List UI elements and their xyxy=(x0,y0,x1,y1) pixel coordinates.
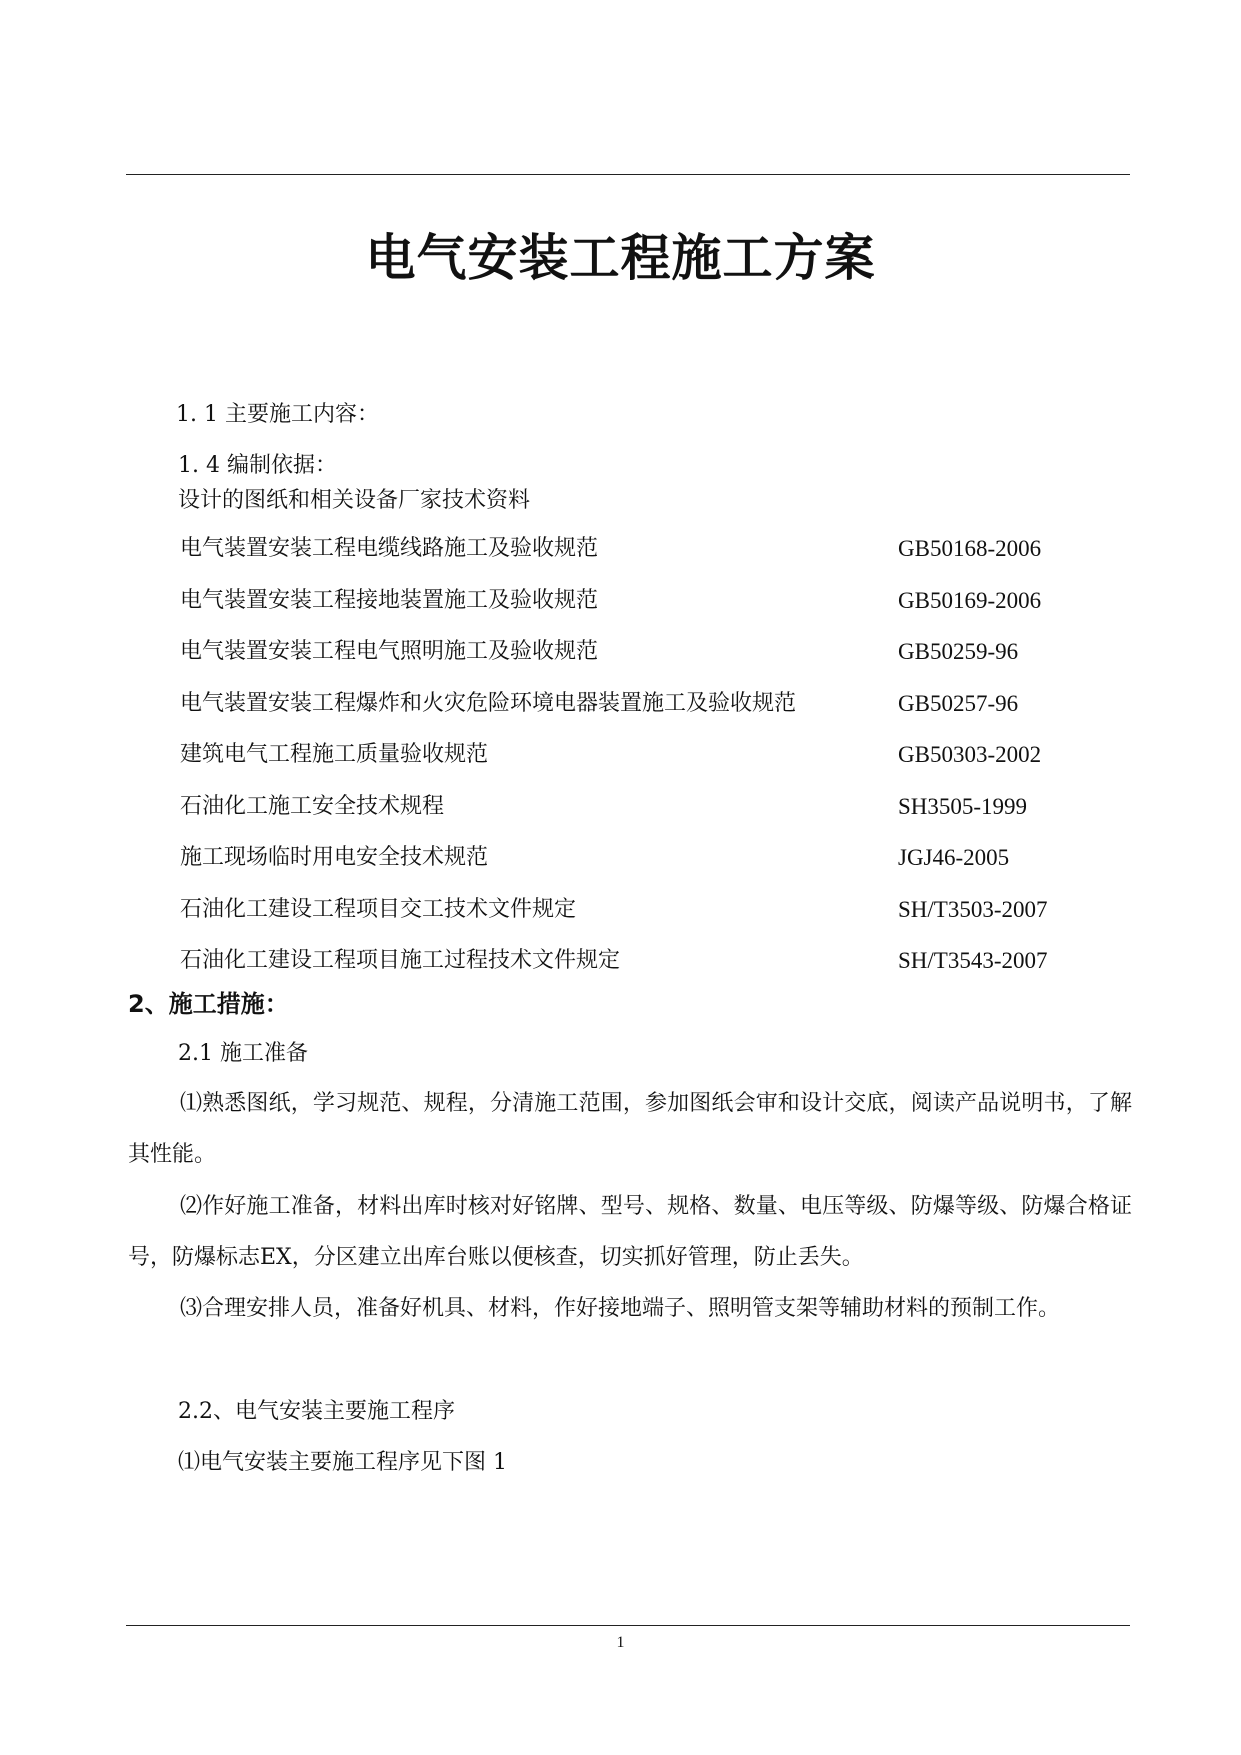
reference-name: 电气装置安装工程电缆线路施工及验收规范 xyxy=(180,536,599,561)
reference-row xyxy=(180,534,1080,564)
reference-row xyxy=(180,946,1080,976)
paragraph-2: ⑵作好施工准备，材料出库时核对好铭牌、型号、规格、数量、电压等级、防爆等级、防爆合格证号，防爆标志EX，分区建立出库台账以便核查，切实抓好管理，防止丢失。 xyxy=(128,1194,1132,1270)
reference-code: JGJ46-2005 xyxy=(898,845,1010,870)
paragraph-4: ⑴电气安装主要施工程序见下图 1 xyxy=(178,1450,507,1475)
reference-name: 石油化工施工安全技术规程 xyxy=(180,793,445,819)
reference-row xyxy=(180,637,1080,667)
reference-name: 石油化工建设工程项目施工过程技术文件规定 xyxy=(180,948,621,973)
reference-code: GB50303-2002 xyxy=(898,742,1042,767)
section-2-heading: 2、施工措施： xyxy=(128,990,289,1018)
reference-code: GB50257-96 xyxy=(898,690,1019,716)
reference-row xyxy=(180,586,1080,616)
page-number: 1 xyxy=(616,1634,625,1651)
reference-row xyxy=(180,689,1080,719)
section-1-4-heading: 1. 4 编制依据： xyxy=(178,453,337,478)
reference-name: 电气装置安装工程电气照明施工及验收规范 xyxy=(180,639,599,664)
reference-row xyxy=(180,895,1080,925)
reference-row xyxy=(180,740,1080,770)
reference-name: 电气装置安装工程接地装置施工及验收规范 xyxy=(180,587,599,613)
reference-row xyxy=(180,843,1080,873)
section-1-1-heading: 1. 1 主要施工内容： xyxy=(176,402,379,427)
paragraph-1: ⑴熟悉图纸，学习规范、规程，分清施工范围，参加图纸会审和设计交底，阅读产品说明书，了解其性能。 xyxy=(128,1091,1132,1167)
reference-code: SH3505-1999 xyxy=(898,793,1028,819)
reference-name: 电气装置安装工程爆炸和火灾危险环境电器装置施工及验收规范 xyxy=(180,690,797,716)
reference-code: GB50259-96 xyxy=(898,639,1019,664)
header-rule xyxy=(126,174,1130,175)
reference-code: GB50169-2006 xyxy=(898,587,1042,613)
reference-code: SH/T3503-2007 xyxy=(898,896,1048,922)
paragraph-3: ⑶合理安排人员，准备好机具、材料，作好接地端子、照明管支架等辅助材料的预制工作。 xyxy=(180,1296,1061,1321)
section-2-2-heading: 2.2、电气安装主要施工程序 xyxy=(178,1399,455,1424)
reference-name: 石油化工建设工程项目交工技术文件规定 xyxy=(180,896,577,922)
reference-name: 建筑电气工程施工质量验收规范 xyxy=(180,742,489,767)
reference-code: SH/T3543-2007 xyxy=(898,948,1048,973)
reference-name: 施工现场临时用电安全技术规范 xyxy=(180,845,489,870)
document-title: 电气安装工程施工方案 xyxy=(365,229,876,287)
footer-rule xyxy=(126,1625,1130,1626)
reference-code: GB50168-2006 xyxy=(898,536,1042,561)
section-2-1-heading: 2.1 施工准备 xyxy=(178,1041,308,1066)
basis-intro: 设计的图纸和相关设备厂家技术资料 xyxy=(178,488,531,513)
reference-row xyxy=(180,792,1080,822)
